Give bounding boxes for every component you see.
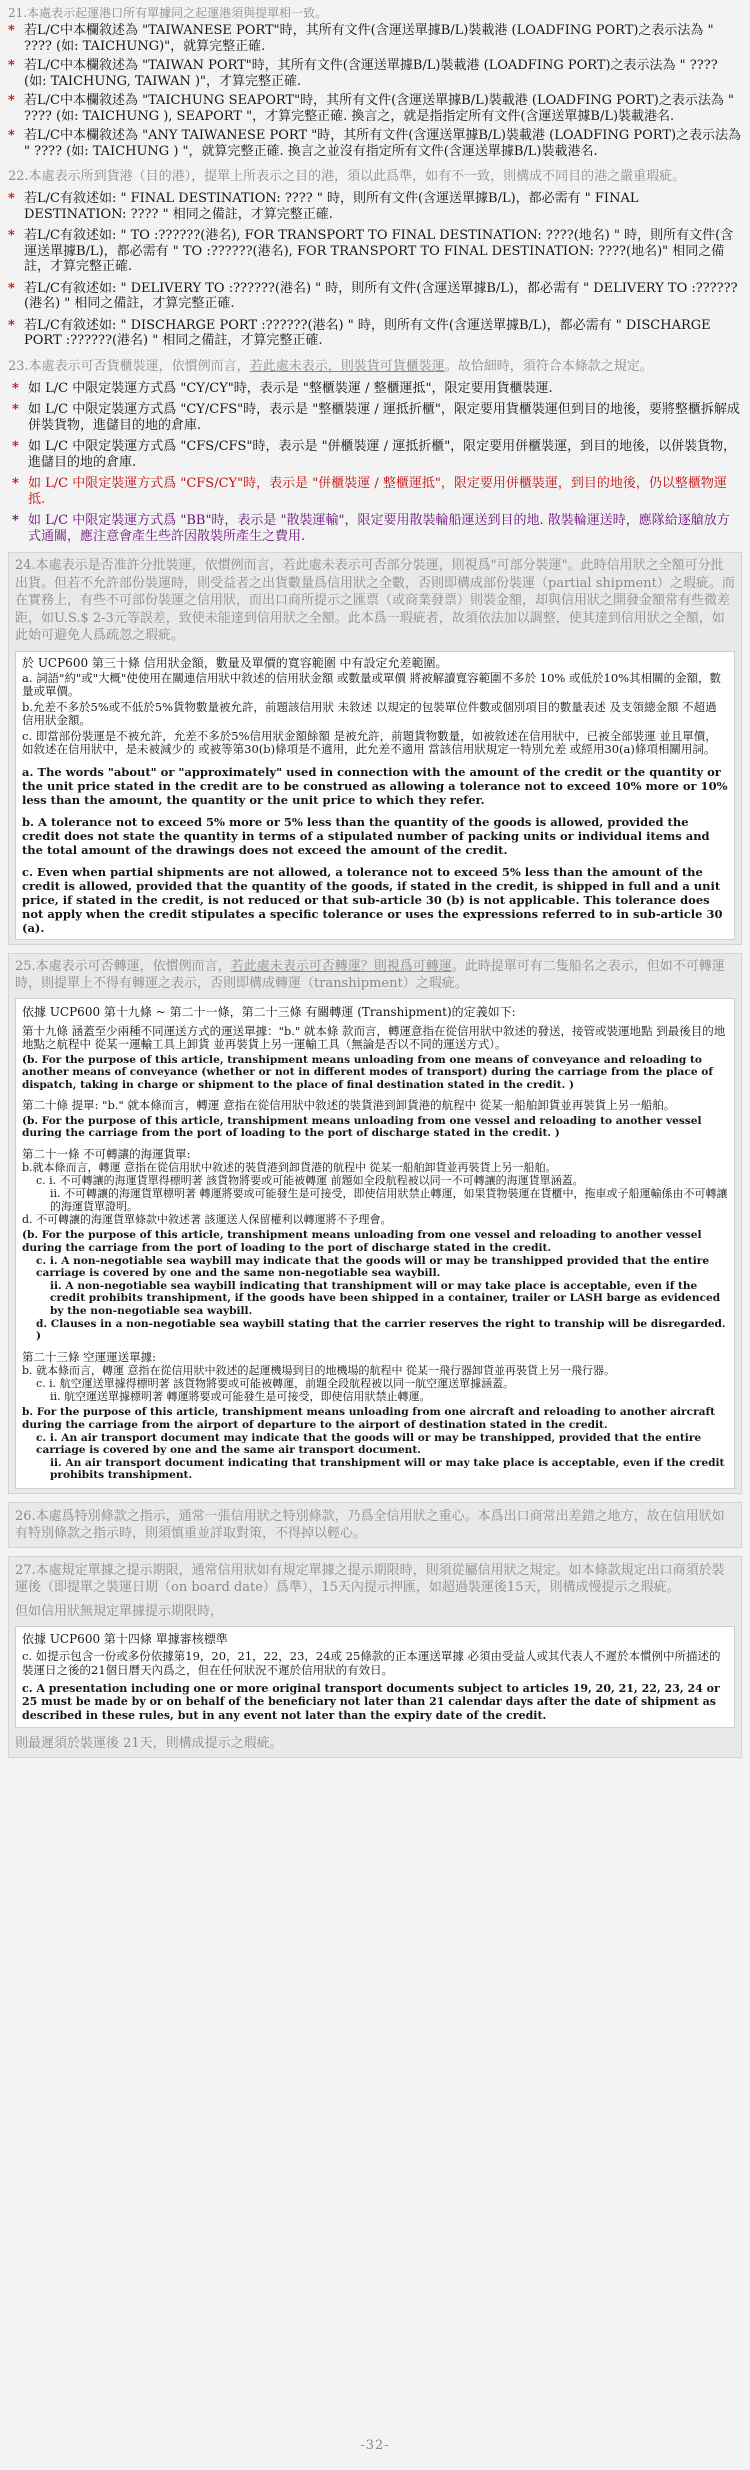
art23-zh-cii: ii. 航空運送單據標明著 轉運將要或可能發生是可接受，即使信用狀禁止轉運。 xyxy=(50,1390,431,1404)
art20-en: (b. For the purpose of this article, transhipment means unloading from one vessel and reloading to another vessel during the carriage from the port of loading to the port of discharge stated in the credit. ) xyxy=(22,1114,702,1140)
destination-item: * 若L/C有敘述如: " DISCHARGE PORT :??????(港名) " 時，則所有文件(含運送單據B/L)，都必需有 " DISCHARGE PORT :??????(港名) " 相同之備註，才算完整正確. xyxy=(8,317,711,348)
container-item: * 如 L/C 中限定裝運方式爲 "CY/CY"時，表示是 "整櫃裝運 / 整櫃運抵"，限定要用貨櫃裝運. xyxy=(12,380,553,396)
partial-shipment-intro: 24.本處表示是否准許分批裝運，依慣例而言，若此處未表示可否部分裝運，則視爲"可部分裝運"。此時信用狀之全額可分批出貨。但若不允許部份裝運時，則受益者之出貨數量爲信用狀之全數，否則即構成部份裝運（partial shipment）之瑕疵。而在實務上，有些不可部份裝運之信用狀，而出口商所提示之匯票（或商業發票）則裝金額，却與信用狀之開發金額常有些微差距，如U.S.$ 2-3元等誤差，致使未能達到信用狀之全額。此本爲一瑕疵者，故須依法加以調整，使其達到信用狀之全額，如此始可避免人爲疏忽之瑕疵。 xyxy=(15,558,735,643)
destination-item: * 若L/C有敘述如: " DELIVERY TO :??????(港名) " 時，則所有文件(含運送單據B/L)，都必需有 " DELIVERY TO :??????(港名) " 相同之備註，才算完整正確. xyxy=(8,280,738,311)
art23-zh-b: b. 就本條而言，轉運 意指在從信用狀中敘述的起運機場到目的地機場的航程中 從某一飛行器卸貨並再裝貨上另一飛行器。 xyxy=(22,1364,616,1378)
art23-en-cii: ii. An air transport document indicating that transhipment will or may take place is acceptable, even if the credit prohibits transhipment. xyxy=(50,1456,725,1482)
art21-en-d: d. Clauses in a non-negotiable sea waybill stating that the carrier reserves the right to tranship will be disregarded. ) xyxy=(36,1317,726,1343)
art21-en-ci: c. i. A non-negotiable sea waybill may indicate that the goods will or may be transhipped provided that the entire carriage is covered by one and the same non-negotiable sea waybill. xyxy=(36,1254,710,1280)
ucp19-box xyxy=(15,998,735,1489)
ucp30-en-c: c. Even when partial shipments are not allowed, a tolerance not to exceed 5% less than the amount of the credit is allowed, provided that the quantity of the goods, if stated in the credit, is shipped in full and a unit price, if stated in the credit, is not reduced or that sub-article 30 (b) is not applicable. This tolerance does not apply when the credit stipulates a specific tolerance or uses the expressions referred to in sub-article 30 (a). xyxy=(22,864,723,935)
loading-port-intro: 21.本處表示起運港口所有單據同之起運港須與提單相一致。 xyxy=(8,6,328,20)
ucp30-zh-a: a. 詞語"約"或"大概"使使用在關連信用狀中敘述的信用狀金額 或數量或單價 將被解讀寬容範圍不多於 10% 或低於10%其相關的金額，數量或單價。 xyxy=(22,670,722,698)
art23-title: 第二十三條 空運運送單據: xyxy=(22,1349,157,1364)
destination-item: * 若L/C有敘述如: " TO :??????(港名), FOR TRANSPORT TO FINAL DESTINATION: ????(地名) " 時，則所有文件(含運送單據B/L)，都必需有 " TO :??????(港名), FOR TRANSPORT TO FINAL DESTINATION: ????(地名)" 相同之備註，才算完整正確. xyxy=(8,228,734,274)
port-item: * 若L/C中本欄敘述為 "ANY TAIWANESE PORT "時，其所有文件(含運送單據B/L)裝載港 (LOADFING PORT)之表示法為 " ???? (如: TAICHUNG ) "，就算完整正確. 換言之並沒有指定所有文件(含運送單據B/L)裝載港名. xyxy=(8,128,742,159)
presentation-period-box xyxy=(8,1556,742,1759)
ucp14-box xyxy=(15,1626,735,1729)
destination-item: * 若L/C有敘述如: " FINAL DESTINATION: ???? " 時，則所有文件(含運送單據B/L)，都必需有 " FINAL DESTINATION: ???? " 相同之備註，才算完整正確. xyxy=(8,191,639,222)
art20-zh: 第二十條 提單: "b." 就本條而言，轉運 意指在從信用狀中敘述的裝貨港到卸貨港的航程中 從某一船舶卸貨並再裝貨上另一船舶。 xyxy=(22,1098,676,1113)
presentation-period-end: 則最遲須於裝運後 21天，則構成提示之瑕疵。 xyxy=(15,1736,283,1752)
art23-en-b: b. For the purpose of this article, transhipment means unloading from one aircraft and reloading to another aircraft during the carriage from the airport of departure to the airport of destination stated in the credit. xyxy=(22,1406,715,1431)
presentation-period-note: 但如信用狀無規定單據提示期限時， xyxy=(15,1603,224,1619)
ucp30-en-a: a. The words "about" or "approximately" used in connection with the amount of the credit or the quantity or the unit price stated in the credit are to be construed as allowing a tolerance not to exceed 10% more or 10% less than the amount, the quantity or the unit price to which they refer. xyxy=(22,764,728,807)
container-item: * 如 L/C 中限定裝運方式爲 "CY/CFS"時，表示是 "整櫃裝運 / 運抵折櫃"，限定要用貨櫃裝運但到目的地後，要將整櫃拆解成併裝貨物，進儲目的地的倉庫. xyxy=(12,402,740,433)
transhipment-box xyxy=(8,953,742,1494)
art21-title: 第二十一條 不可轉讓的海運貨單: xyxy=(22,1146,191,1161)
ucp30-zh-b: b.允差不多於5%或不低於5%貨物數量被允許，前題該信用狀 未敘述 以規定的包裝單位件數或個別項目的數量表述 及支領總金額 不超過 信用狀金額。 xyxy=(22,699,717,727)
ucp14-en: c. A presentation including one or more original transport documents subject to articles 19, 20, 21, 22, 23, 24 or 25 must be made by or on behalf of the beneficiary not later than 21 calendar days after the date of shipment as described in these rules, but in any event not later than the expiry date of the credit. xyxy=(22,1681,720,1722)
ucp14-zh: c. 如提示包含一份或多份依據第19，20，21，22，23，24或 25條款的正本運送單據 必須由受益人或其代表人不遲於本慣例中所描述的裝運日之後的21個日曆天內爲之，但在任何狀況不遲於信用狀的有效日。 xyxy=(22,1648,721,1677)
art21-zh-d: d. 不可轉讓的海運貨單條款中敘述著 該運送人保留權利以轉運將不予理會。 xyxy=(22,1213,392,1227)
presentation-period-text: 27.本處規定單據之提示期限，通常信用狀如有規定單據之提示期限時，則須從屬信用狀之規定。如本條款規定出口商須於裝運後（即提單之裝運日期（on board date）爲準），15天內提示押匯，如超過裝運後15天，則構成慢提示之瑕疵。 xyxy=(15,1562,725,1595)
ucp14-title: 依據 UCP600 第十四條 單據審核標準 xyxy=(22,1631,228,1646)
container-item: * 如 L/C 中限定裝運方式爲 "CFS/CFS"時，表示是 "併櫃裝運 / 運抵折櫃"，限定要用併櫃裝運，到目的地後，以併裝貨物，進儲目的地的倉庫. xyxy=(12,439,737,470)
container-intro: 23.本處表示可否貨櫃裝運，依慣例而言，若此處未表示，則裝貨可貨櫃裝運。故恰細時，須符合本條款之規定。 xyxy=(8,358,653,374)
ucp30-title: 於 UCP600 第三十條 信用狀金額，數量及單價的寬容範圍 中有設定允差範圍。 xyxy=(22,655,448,670)
container-item: * 如 L/C 中限定裝運方式爲 "CFS/CY"時，表示是 "併櫃裝運 / 整櫃運抵"，限定要用併櫃裝運，到目的地後，仍以整櫃物運抵. xyxy=(12,476,727,507)
page-number: -32- xyxy=(360,2438,390,2453)
art21-zh-b: b.就本條而言，轉運 意指在從信用狀中敘述的裝貨港到卸貨港的航程中 從某一船舶卸貨並再裝貨上另一船舶。 xyxy=(22,1161,557,1175)
destination-intro: 22.本處表示所到貨港（目的港），提單上所表示之目的港，須以此爲準，如有不一致，則構成不同目的港之嚴重瑕疵。 xyxy=(8,169,686,184)
port-item: * 若L/C中本欄敘述為 "TAIWANESE PORT"時，其所有文件(含運送單據B/L)裝載港 (LOADFING PORT)之表示法為 " ???? (如: TAICHUNG)"，就算完整正確. xyxy=(8,23,714,54)
container-item: * 如 L/C 中限定裝運方式爲 "BB"時，表示是 "散裝運輸"，限定要用散裝輪船運送到目的地. 散裝輪運送時，應隊給逐艙放方式通關，應注意會產生些許因散裝所產生之費用. xyxy=(12,513,730,544)
port-item: * 若L/C中本欄敘述為 "TAIWAN PORT"時，其所有文件(含運送單據B/L)裝載港 (LOADFING PORT)之表示法為 " ???? (如: TAICHUNG, TAIWAN )"，才算完整正確. xyxy=(8,58,718,89)
ucp19-title: 依據 UCP600 第十九條 ~ 第二十一條，第二十三條 有關轉運 (Transhipment)的定義如下: xyxy=(22,1004,516,1019)
art19-en: (b. For the purpose of this article, transhipment means unloading from one means of conveyance and reloading to another means of conveyance (whether or not in different modes of transport) during the carriage from the place of dispatch, taking in charge or shipment to the place of final destination stated in the credit. ) xyxy=(22,1053,713,1091)
art21-en-b: (b. For the purpose of this article, transhipment means unloading from one vessel and reloading to another vessel during the carriage from the port of loading to the port of discharge stated in the credit. xyxy=(22,1229,702,1255)
ucp30-zh-c: c. 即當部份裝運是不被允許，允差不多於5%信用狀金額餘額 是被允許，前題貨物數量，如被敘述在信用狀中，已被全部裝運 並且單價，如敘述在信用狀中，是未被減少的 或被等第30(b)條項是不適用，此允差不適用 當該信用狀規定一特別允差 或經用30(a)條項相關用詞。 xyxy=(22,728,717,756)
special-clause-text: 26.本處爲特別條款之指示，通常一張信用狀之特別條款，乃爲全信用狀之重心。本爲出口商常出差錯之地方，故在信用狀如有特別條款之指示時，則須慎重並詳取對策，不得掉以輕心。 xyxy=(15,1508,725,1541)
art23-en-ci: c. i. An air transport document may indicate that the goods will or may be transhipped, provided that the entire carriage is covered by one and the same air transport document. xyxy=(36,1431,702,1457)
transhipment-intro: 25.本處表示可否轉運，依慣例而言，若此處未表示可否轉運？則視爲可轉運。此時提單可有二隻船名之表示，但如不可轉運時，則提單上不得有轉運之表示，否則即構成轉運（transhipment）之瑕疵。 xyxy=(15,958,725,991)
art23-zh-ci: c. i. 航空運送單據得標明著 該貨物將要或可能被轉運，前題全段航程被以同一航空運送單據涵蓋。 xyxy=(36,1377,515,1391)
art19-zh: 第十九條 涵蓋至少兩種不同運送方式的運送單據："b." 就本條 款而言，轉運意指在從信用狀中敘述的發送，接管或裝運地點 到最後目的地地點之航程中 從某一運輸工具上卸貨 並再裝貨上另一運輸工具（無論是否以不同的運送方式）。 xyxy=(22,1023,726,1051)
art21-en-cii: ii. A non-negotiable sea waybill indicating that transhipment will or may take place is acceptable, even if the credit prohibits transhipment, if the goods have been shipped in a container, trailer or LASH barge as evidenced by the non-negotiable sea waybill. xyxy=(50,1279,721,1318)
art21-zh-cii: ii. 不可轉讓的海運貨單標明著 轉運將要或可能發生是可接受，即使信用狀禁止轉運，如果貨物裝運在貨櫃中，拖車或子船運輸係由不可轉讓的海運貨單證明。 xyxy=(50,1187,728,1214)
partial-shipment-box xyxy=(8,552,742,945)
special-clause-box xyxy=(8,1502,742,1548)
ucp30-box xyxy=(15,651,735,940)
port-item: * 若L/C中本欄敘述為 "TAICHUNG SEAPORT"時，其所有文件(含運送單據B/L)裝載港 (LOADFING PORT)之表示法為 " ???? (如: TAICHUNG ), SEAPORT "，才算完整正確. 換言之，就是指指定所有文件(含運送單據B/L)裝載港名. xyxy=(8,93,734,124)
ucp30-en-b: b. A tolerance not to exceed 5% more or 5% less than the quantity of the goods is allowed, provided the credit does not state the quantity in terms of a stipulated number of packing units or individual items and the total amount of the drawings does not exceed the amount of the credit. xyxy=(22,814,710,857)
art21-zh-ci: c. i. 不可轉讓的海運貨單得標明著 該貨物將要或可能被轉運 前題如全段航程被以同一不可轉讓的海運貨單涵蓋。 xyxy=(36,1174,584,1188)
